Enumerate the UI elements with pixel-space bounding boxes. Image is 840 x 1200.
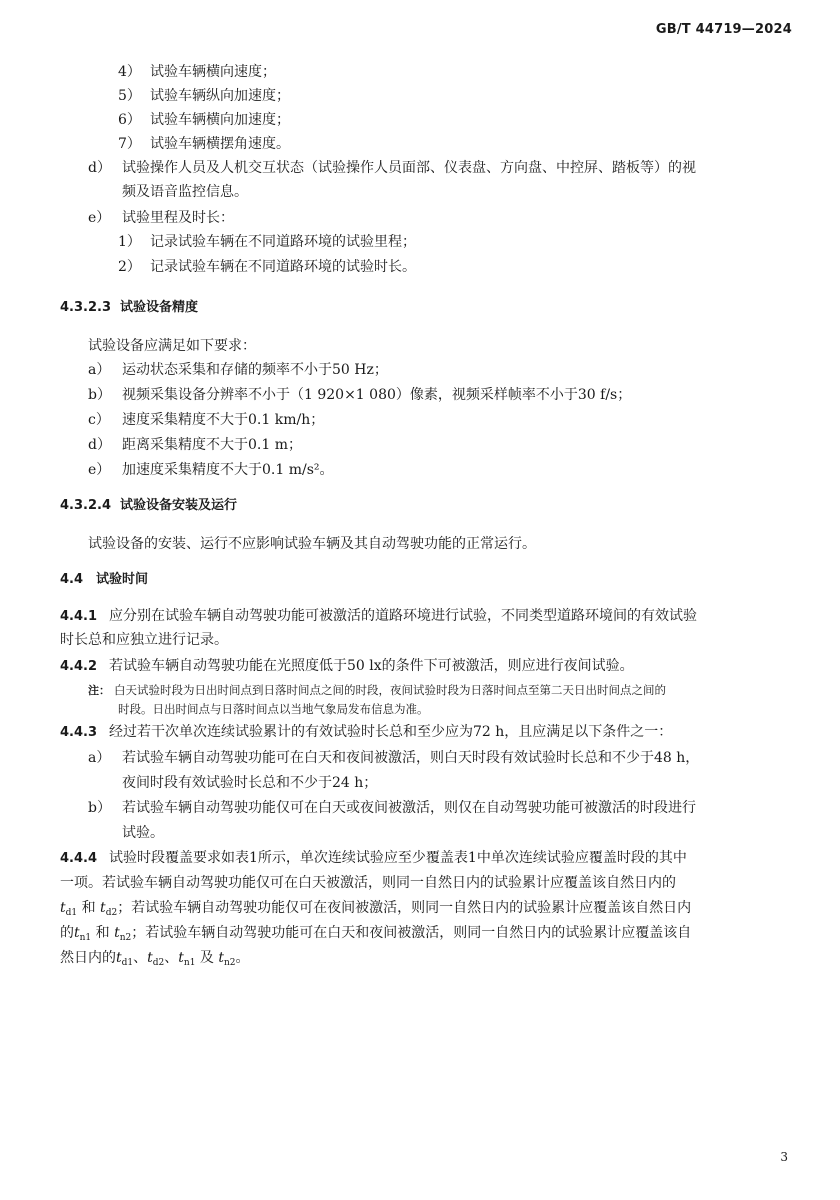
conj-and: 和 bbox=[81, 900, 96, 916]
list-text-continued: 频及语音监控信息。 bbox=[122, 184, 248, 200]
conj-and: 和 bbox=[95, 925, 110, 941]
clause bbox=[60, 722, 672, 743]
clause-text-continued: 时长总和应独立进行记录。 bbox=[60, 632, 228, 648]
clause bbox=[60, 656, 634, 677]
list-text: 运动状态采集和存储的频率不小于50 Hz； bbox=[122, 362, 388, 378]
note bbox=[88, 681, 666, 700]
list-item bbox=[88, 158, 696, 178]
section-heading bbox=[60, 570, 148, 590]
sub-d1: d1 bbox=[121, 958, 134, 968]
list-text: 距离采集精度不大于0.1 m； bbox=[122, 437, 302, 453]
list-item bbox=[88, 385, 631, 405]
list-item bbox=[88, 748, 699, 768]
clause-text: 应分别在试验车辆自动驾驶功能可被激活的道路环境进行试验，不同类型道路环境间的有效试验 bbox=[109, 608, 698, 624]
paragraph: 试验设备应满足如下要求： bbox=[88, 338, 256, 354]
list-item bbox=[88, 460, 334, 480]
section-title: 试验设备精度 bbox=[120, 300, 199, 315]
clause-number: 4.4.4 bbox=[60, 851, 98, 866]
clause-number: 4.4.2 bbox=[60, 659, 98, 674]
sep-comma: 、 bbox=[133, 950, 148, 966]
sub-d2: d2 bbox=[105, 908, 118, 918]
sentence-end: 。 bbox=[235, 950, 250, 966]
clause-text: 经过若干次单次连续试验累计的有效试验时长总和至少应为72 h，且应满足以下条件之一： bbox=[109, 724, 673, 740]
list-item bbox=[88, 798, 696, 818]
clause bbox=[60, 848, 687, 869]
list-item bbox=[88, 208, 234, 228]
standard-identifier: GB/T 44719—2024 bbox=[655, 22, 792, 37]
var-t: t bbox=[74, 925, 80, 941]
conj-and: 及 bbox=[199, 950, 214, 966]
list-text: 试验车辆横摆角速度。 bbox=[150, 136, 290, 152]
list-text: 若试验车辆自动驾驶功能仅可在白天或夜间被激活，则仅在自动驾驶功能可被激活的时段进行 bbox=[122, 800, 696, 816]
list-item bbox=[118, 86, 290, 106]
note-text-continued: 时段。日出时间点与日落时间点以当地气象局发布信息为准。 bbox=[118, 702, 429, 716]
sub-n2: n2 bbox=[224, 958, 236, 968]
list-text: 加速度采集精度不大于0.1 m/s²。 bbox=[122, 462, 334, 478]
list-text: 速度采集精度不大于0.1 km/h； bbox=[122, 412, 325, 428]
list-text: 试验车辆横向速度； bbox=[150, 64, 276, 80]
var-t: t bbox=[116, 950, 122, 966]
var-t: t bbox=[100, 900, 106, 916]
list-marker: 6） bbox=[118, 112, 141, 128]
clause-text: 然日内的 bbox=[60, 950, 116, 966]
list-marker: a） bbox=[88, 362, 111, 378]
sub-n1: n1 bbox=[183, 958, 196, 968]
clause-number: 4.4.1 bbox=[60, 609, 98, 624]
list-item bbox=[88, 435, 302, 455]
list-text: 试验车辆纵向加速度； bbox=[150, 88, 290, 104]
sub-n2: n2 bbox=[119, 933, 132, 943]
section-number: 4.4 bbox=[60, 572, 84, 587]
list-item bbox=[118, 62, 276, 82]
clause-text: ；若试验车辆自动驾驶功能仅可在夜间被激活，则同一自然日内的试验累计应覆盖该自然日内 bbox=[117, 900, 692, 916]
list-text: 记录试验车辆在不同道路环境的试验时长。 bbox=[150, 259, 416, 275]
clause-text: 的 bbox=[60, 925, 74, 941]
list-item bbox=[88, 360, 388, 380]
note-label: 注： bbox=[88, 684, 110, 697]
clause-text-continued: 一项。若试验车辆自动驾驶功能仅可在白天被激活，则同一自然日内的试验累计应覆盖该自然日内的 bbox=[60, 875, 676, 891]
list-item bbox=[118, 232, 416, 252]
clause-text-continued bbox=[60, 898, 691, 923]
clause bbox=[60, 606, 697, 627]
var-t: t bbox=[218, 950, 224, 966]
var-t: t bbox=[60, 900, 66, 916]
sub-n1: n1 bbox=[79, 933, 92, 943]
clause-text-continued bbox=[60, 923, 691, 948]
sub-d2: d2 bbox=[152, 958, 165, 968]
page-number: 3 bbox=[780, 1150, 788, 1164]
sep-comma: 、 bbox=[164, 950, 179, 966]
section-number: 4.3.2.3 bbox=[60, 300, 111, 315]
list-marker: 4） bbox=[118, 64, 141, 80]
list-marker: 5） bbox=[118, 88, 141, 104]
list-text: 试验里程及时长： bbox=[122, 210, 234, 226]
var-t: t bbox=[114, 925, 120, 941]
list-item bbox=[88, 410, 324, 430]
paragraph: 试验设备的安装、运行不应影响试验车辆及其自动驾驶功能的正常运行。 bbox=[88, 536, 536, 552]
list-marker: b） bbox=[88, 387, 111, 403]
note-text: 白天试验时段为日出时间点到日落时间点之间的时段，夜间试验时段为日落时间点至第二天日出时间点之间的 bbox=[114, 683, 666, 697]
clause-text: 若试验车辆自动驾驶功能在光照度低于50 lx的条件下可被激活，则应进行夜间试验。 bbox=[109, 658, 634, 674]
list-item bbox=[118, 257, 416, 277]
list-text: 试验车辆横向加速度； bbox=[150, 112, 290, 128]
list-marker: e） bbox=[88, 210, 111, 226]
list-marker: d） bbox=[88, 160, 111, 176]
section-title: 试验时间 bbox=[96, 572, 149, 587]
list-marker: c） bbox=[88, 412, 110, 428]
clause-text: 试验时段覆盖要求如表1所示，单次连续试验应至少覆盖表1中单次连续试验应覆盖时段的其中 bbox=[109, 850, 687, 866]
list-marker: 1） bbox=[118, 234, 141, 250]
clause-text-continued bbox=[60, 948, 250, 973]
list-text: 若试验车辆自动驾驶功能可在白天和夜间被激活，则白天时段有效试验时长总和不少于48 h， bbox=[122, 750, 700, 766]
list-text: 视频采集设备分辨率不小于（1 920×1 080）像素，视频采样帧率不小于30 f/s； bbox=[122, 387, 632, 403]
var-t: t bbox=[147, 950, 153, 966]
list-item bbox=[118, 134, 290, 154]
section-heading bbox=[60, 298, 198, 318]
list-marker: b） bbox=[88, 800, 111, 816]
clause-number: 4.4.3 bbox=[60, 725, 98, 740]
list-marker: 7） bbox=[118, 136, 141, 152]
list-marker: d） bbox=[88, 437, 111, 453]
list-text: 试验操作人员及人机交互状态（试验操作人员面部、仪表盘、方向盘、中控屏、踏板等）的视 bbox=[122, 160, 696, 176]
var-t: t bbox=[178, 950, 184, 966]
section-number: 4.3.2.4 bbox=[60, 498, 111, 513]
list-text-continued: 试验。 bbox=[122, 825, 164, 841]
sub-d1: d1 bbox=[65, 908, 78, 918]
list-marker: 2） bbox=[118, 259, 141, 275]
list-text-continued: 夜间时段有效试验时长总和不少于24 h； bbox=[122, 775, 378, 791]
clause-text: ；若试验车辆自动驾驶功能可在白天和夜间被激活，则同一自然日内的试验累计应覆盖该自 bbox=[131, 925, 692, 941]
section-heading bbox=[60, 496, 237, 516]
list-marker: e） bbox=[88, 462, 111, 478]
list-item bbox=[118, 110, 290, 130]
list-text: 记录试验车辆在不同道路环境的试验里程； bbox=[150, 234, 416, 250]
section-title: 试验设备安装及运行 bbox=[120, 498, 238, 513]
list-marker: a） bbox=[88, 750, 111, 766]
